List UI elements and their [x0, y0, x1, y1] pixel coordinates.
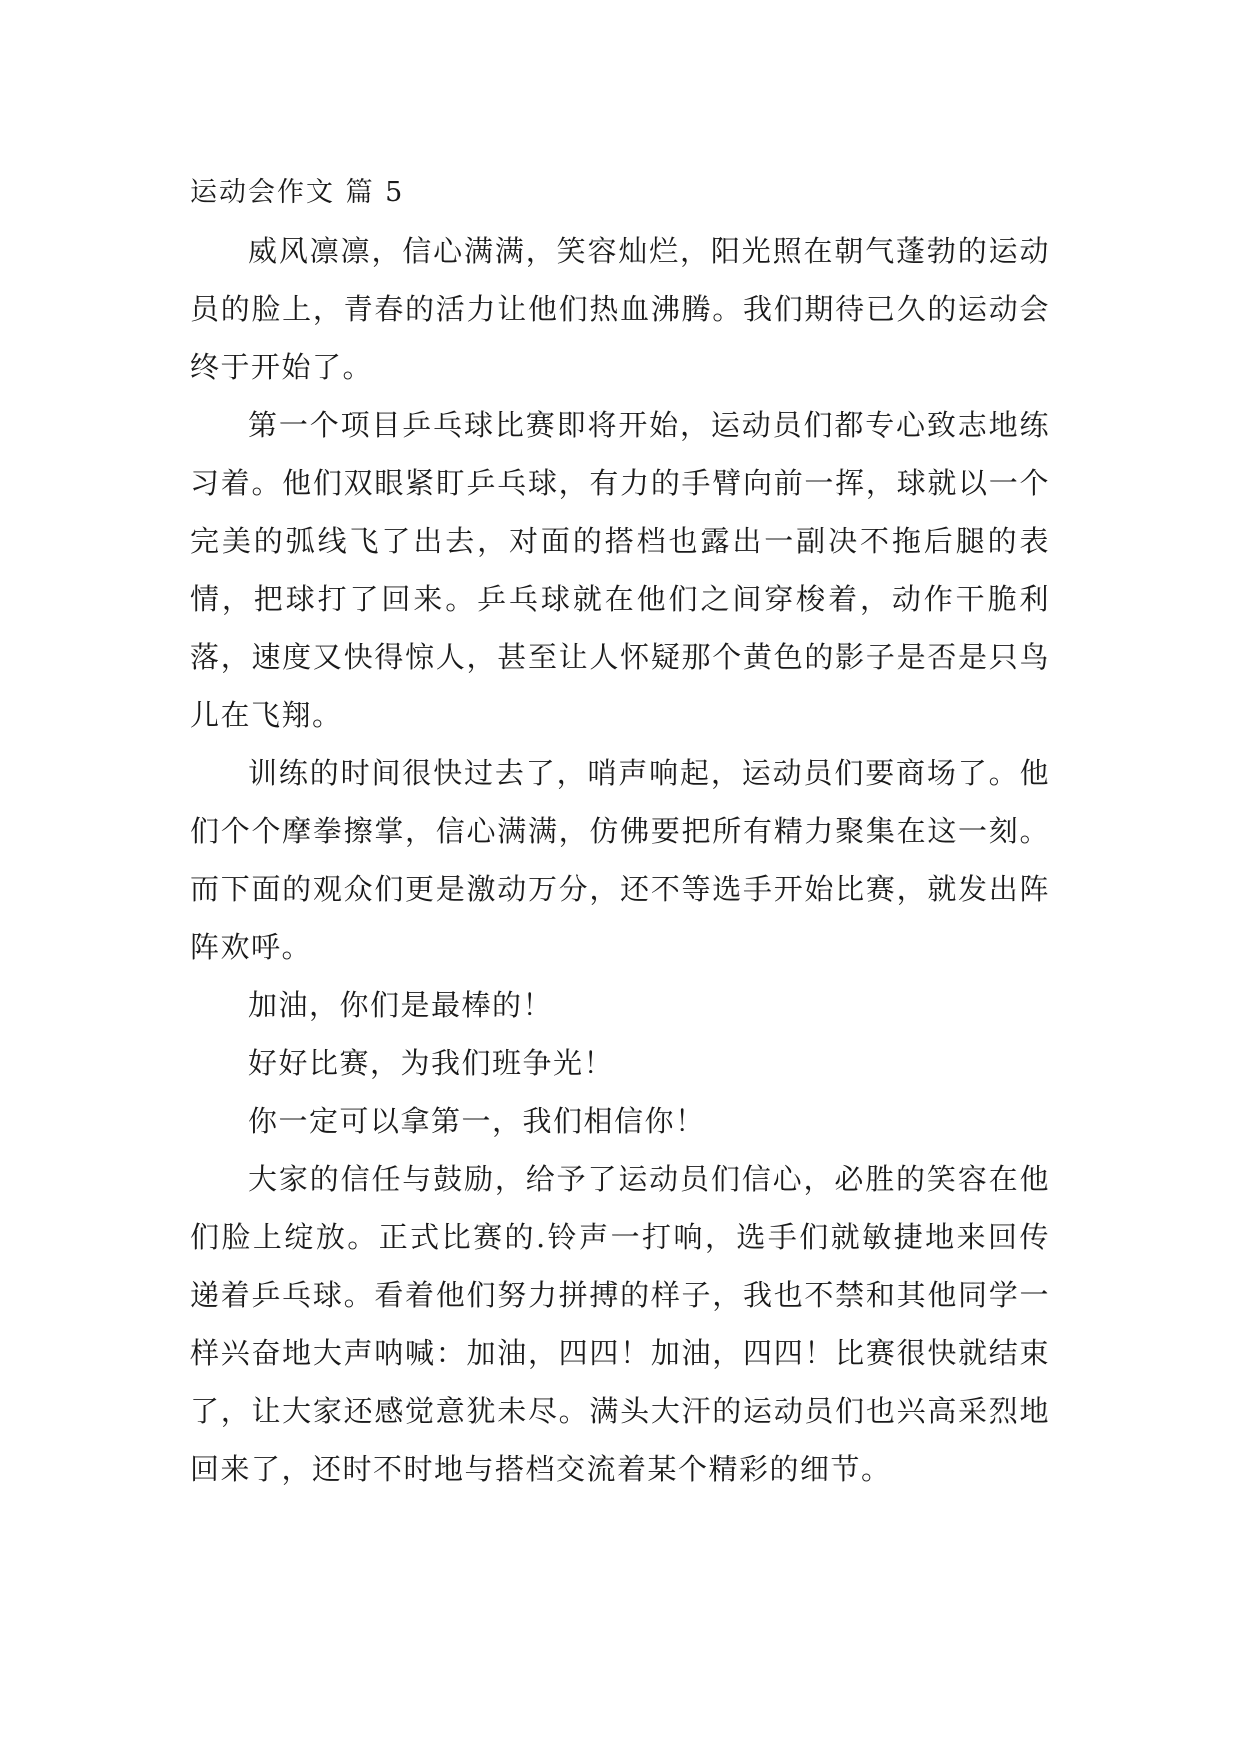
- essay-body: [190, 164, 1050, 1498]
- essay-paragraph: 威风凛凛，信心满满，笑容灿烂，阳光照在朝气蓬勃的运动员的脸上，青春的活力让他们热血沸腾。我们期待已久的运动会终于开始了。: [190, 234, 1050, 384]
- essay-title: 运动会作文 篇 5: [190, 177, 405, 208]
- essay-paragraph: 第一个项目乒乓球比赛即将开始，运动员们都专心致志地练习着。他们双眼紧盯乒乓球，有力的手臂向前一挥，球就以一个完美的弧线飞了出去，对面的搭档也露出一副决不拖后腿的表情，把球打了回来。乒乓球就在他们之间穿梭着，动作干脆利落，速度又快得惊人，甚至让人怀疑那个黄色的影子是否是只鸟儿在飞翔。: [190, 408, 1050, 732]
- essay-paragraph: 加油，你们是最棒的！: [248, 988, 554, 1022]
- essay-paragraph: 你一定可以拿第一，我们相信你！: [248, 1104, 706, 1138]
- essay-paragraph: 训练的时间很快过去了，哨声响起，运动员们要商场了。他们个个摩拳擦掌，信心满满，仿佛要把所有精力聚集在这一刻。而下面的观众们更是激动万分，还不等选手开始比赛，就发出阵阵欢呼。: [190, 756, 1050, 964]
- essay-paragraph: 好好比赛，为我们班争光！: [248, 1046, 615, 1080]
- essay-paragraph: 大家的信任与鼓励，给予了运动员们信心，必胜的笑容在他们脸上绽放。正式比赛的.铃声一打响，选手们就敏捷地来回传递着乒乓球。看着他们努力拼搏的样子，我也不禁和其他同学一样兴奋地大声呐喊：加油，四四！加油，四四！比赛很快就结束了，让大家还感觉意犹未尽。满头大汗的运动员们也兴高采烈地回来了，还时不时地与搭档交流着某个精彩的细节。: [190, 1162, 1050, 1486]
